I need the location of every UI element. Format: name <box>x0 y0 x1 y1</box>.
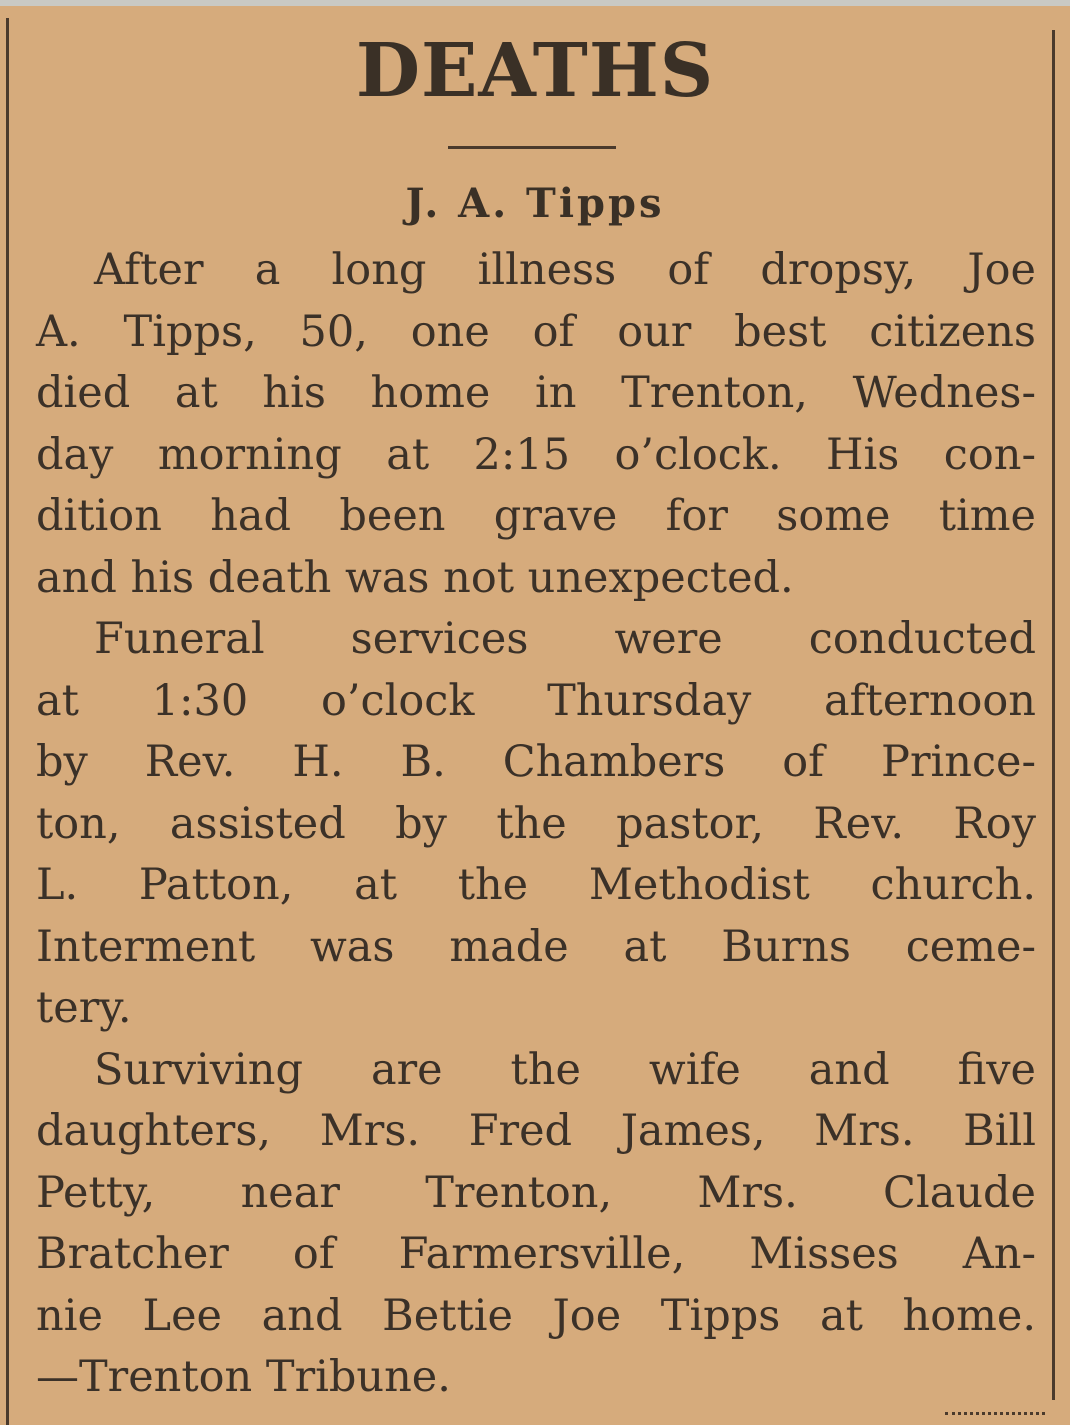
text-line: dition had been grave for some time <box>36 491 1036 541</box>
left-column-rule <box>6 18 9 1425</box>
print-specks <box>945 1412 1045 1419</box>
text-line: —Trenton Tribune. <box>36 1352 451 1402</box>
text-line: nie Lee and Bettie Joe Tipps at home. <box>36 1290 1036 1341</box>
headline-divider <box>448 146 616 149</box>
text-line: Surviving are the wife and five <box>94 1044 1036 1095</box>
text-line: by Rev. H. B. Chambers of Prince- <box>36 737 1036 787</box>
text-line: tery. <box>36 983 132 1033</box>
obituary-name: J. A. Tipps <box>405 180 665 227</box>
text-line: Petty, near Trenton, Mrs. Claude <box>36 1167 1036 1218</box>
text-line: ton, assisted by the pastor, Rev. Roy <box>36 798 1036 849</box>
text-line: Funeral services were conducted <box>94 614 1036 664</box>
text-line: Interment was made at Burns ceme- <box>36 921 1036 972</box>
text-line: A. Tipps, 50, one of our best citizens <box>36 306 1036 357</box>
top-edge <box>0 0 1070 6</box>
text-line: After a long illness of dropsy, Joe <box>94 245 1036 295</box>
section-headline: DEATHS <box>355 28 715 114</box>
text-line: day morning at 2:15 o’clock. His con- <box>36 429 1036 480</box>
text-line: at 1:30 o’clock Thursday afternoon <box>36 675 1036 726</box>
text-line: died at his home in Trenton, Wednes- <box>36 368 1036 418</box>
obituary-body <box>36 240 1036 1409</box>
text-line: daughters, Mrs. Fred James, Mrs. Bill <box>36 1106 1036 1156</box>
text-line: and his death was not unexpected. <box>36 552 794 603</box>
right-column-rule <box>1052 30 1055 1400</box>
text-line: L. Patton, at the Methodist church. <box>36 860 1036 910</box>
text-line: Bratcher of Farmersville, Misses An- <box>36 1229 1036 1279</box>
